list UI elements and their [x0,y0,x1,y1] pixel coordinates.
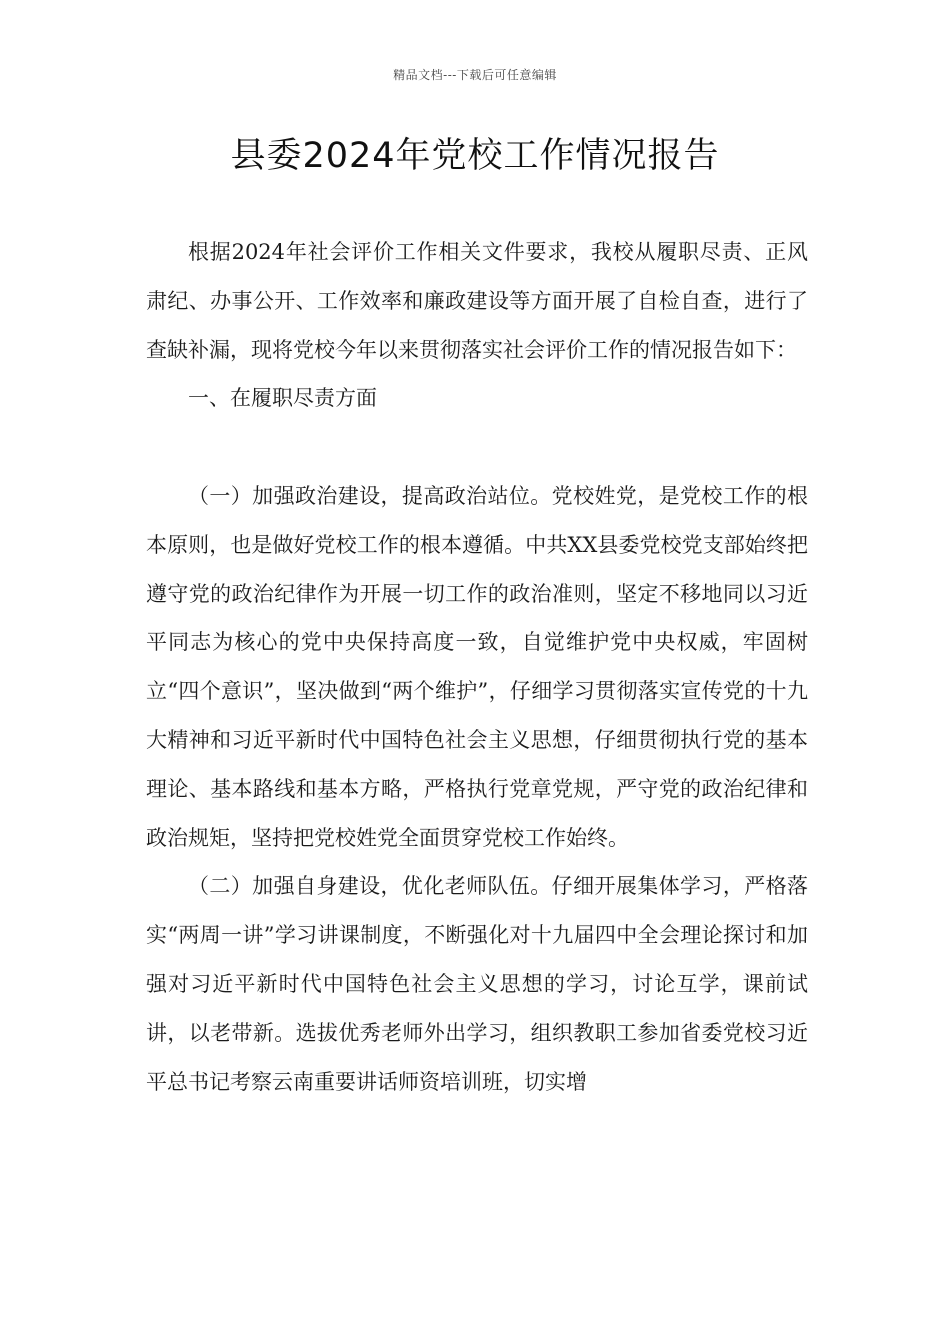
paragraph-item-2: （二）加强自身建设，优化老师队伍。仔细开展集体学习，严格落实“两周一讲”学习讲课制度，不断强化对十九届四中全会理论探讨和加强对习近平新时代中国特色社会主义思想的学习，讨论互学，课前试讲，以老带新。选拔优秀老师外出学习，组织教职工参加省委党校习近平总书记考察云南重要讲话师资培训班，切实增 [146,874,808,1094]
paragraph-intro: 根据2024年社会评价工作相关文件要求，我校从履职尽责、正风肃纪、办事公开、工作效率和廉政建设等方面开展了自检自查，进行了查缺补漏，现将党校今年以来贯彻落实社会评价工作的情况报告如下： [146,240,808,362]
section-heading-1: 一、在履职尽责方面 [188,386,377,411]
header-note: 精品文档---下载后可任意编辑 [393,68,557,82]
document-title: 县委2024年党校工作情况报告 [230,136,720,176]
paragraph-item-1: （一）加强政治建设，提高政治站位。党校姓党，是党校工作的根本原则，也是做好党校工作的根本遵循。中共XX县委党校党支部始终把遵守党的政治纪律作为开展一切工作的政治准则，坚定不移地同以习近平同志为核心的党中央保持高度一致，自觉维护党中央权威，牢固树立“四个意识”，坚决做到“两个维护”，仔细学习贯彻落实宣传党的十九大精神和习近平新时代中国特色社会主义思想，仔细贯彻执行党的基本理论、基本路线和基本方略，严格执行党章党规，严守党的政治纪律和政治规矩，坚持把党校姓党全面贯穿党校工作始终。 [146,483,808,850]
document-body [146,228,808,1106]
